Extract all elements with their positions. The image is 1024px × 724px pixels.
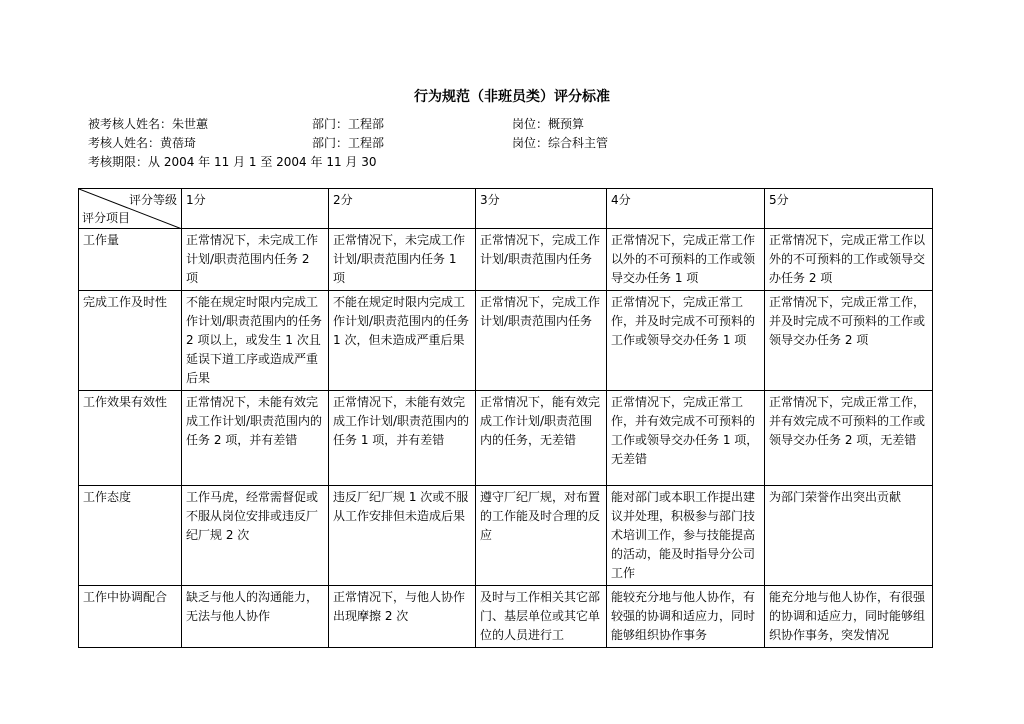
header-cell: 3分 [476, 189, 607, 229]
examinee-post: 岗位：概预算 [512, 117, 585, 131]
header-cell: 5分 [765, 189, 933, 229]
document-title: 行为规范（非班员类）评分标准 [414, 89, 610, 105]
table-cell: 能较充分地与他人协作，有较强的协调和适应力，同时能够组织协作事务 [607, 586, 765, 648]
row-label: 工作态度 [79, 486, 182, 586]
examinee-name: 被考核人姓名：朱世蕙 [88, 117, 209, 131]
table-row [79, 391, 933, 486]
examiner-name: 考核人姓名：黄蓓琦 [88, 136, 197, 150]
table-row [79, 229, 933, 291]
table-cell: 正常情况下，完成工作计划/职责范围内任务 [476, 291, 607, 391]
table-cell: 工作马虎，经常需督促或不服从岗位安排或违反厂纪厂规 2 次 [182, 486, 329, 586]
scoring-table [78, 188, 933, 648]
table-cell: 能充分地与他人协作，有很强的协调和适应力，同时能够组织协作事务，突发情况 [765, 586, 933, 648]
table-cell: 正常情况下，未完成工作计划/职责范围内任务 2 项 [182, 229, 329, 291]
header-cell: 4分 [607, 189, 765, 229]
table-cell: 不能在规定时限内完成工作计划/职责范围内的任务 1 次，但未造成严重后果 [329, 291, 476, 391]
corner-header-cell [79, 189, 182, 229]
examiner-dept: 部门：工程部 [312, 136, 385, 150]
table-cell: 正常情况下，未能有效完成工作计划/职责范围内的任务 1 项，并有差错 [329, 391, 476, 486]
table-cell: 正常情况下，完成正常工作以外的不可预料的工作或领导交办任务 1 项 [607, 229, 765, 291]
header-cell: 2分 [329, 189, 476, 229]
assessment-period: 考核期限：从 2004 年 11 月 1 至 2004 年 11 月 30 [88, 155, 377, 169]
table-header-row [79, 189, 933, 229]
table-cell: 正常情况下，未能有效完成工作计划/职责范围内的任务 2 项，并有差错 [182, 391, 329, 486]
table-cell: 正常情况下，完成正常工作，并及时完成不可预料的工作或领导交办任务 2 项 [765, 291, 933, 391]
table-cell: 不能在规定时限内完成工作计划/职责范围内的任务 2 项以上，或发生 1 次且延误下道工序或造成严重后果 [182, 291, 329, 391]
table-cell: 违反厂纪厂规 1 次或不服从工作安排但未造成后果 [329, 486, 476, 586]
row-label: 工作量 [79, 229, 182, 291]
table-cell: 缺乏与他人的沟通能力，无法与他人协作 [182, 586, 329, 648]
table-cell: 正常情况下，能有效完成工作计划/职责范围内的任务，无差错 [476, 391, 607, 486]
table-cell: 遵守厂纪厂规，对布置的工作能及时合理的反应 [476, 486, 607, 586]
table-row [79, 586, 933, 648]
table-row [79, 486, 933, 586]
table-cell: 正常情况下，未完成工作计划/职责范围内任务 1 项 [329, 229, 476, 291]
table-cell: 正常情况下，完成正常工作，并有效完成不可预料的工作或领导交办任务 2 项，无差错 [765, 391, 933, 486]
table-cell: 正常情况下，完成正常工作，并有效完成不可预料的工作或领导交办任务 1 项，无差错 [607, 391, 765, 486]
table-row [79, 291, 933, 391]
table-cell: 正常情况下，完成正常工作，并及时完成不可预料的工作或领导交办任务 1 项 [607, 291, 765, 391]
table-cell: 及时与工作相关其它部门、基层单位或其它单位的人员进行工 [476, 586, 607, 648]
corner-label-item: 评分项目 [82, 211, 131, 225]
table-cell: 能对部门或本职工作提出建议并处理，积极参与部门技术培训工作，参与技能提高的活动，能及时指导分公司工作 [607, 486, 765, 586]
row-label: 工作中协调配合 [79, 586, 182, 648]
table-cell: 正常情况下，与他人协作出现摩擦 2 次 [329, 586, 476, 648]
row-label: 工作效果有效性 [79, 391, 182, 486]
examiner-post: 岗位：综合科主管 [512, 136, 609, 150]
table-cell: 为部门荣誉作出突出贡献 [765, 486, 933, 586]
corner-label-grade: 评分等级 [128, 193, 177, 207]
row-label: 完成工作及时性 [79, 291, 182, 391]
header-cell: 1分 [182, 189, 329, 229]
table-cell: 正常情况下，完成正常工作以外的不可预料的工作或领导交办任务 2 项 [765, 229, 933, 291]
examinee-dept: 部门：工程部 [312, 117, 385, 131]
table-cell: 正常情况下，完成工作计划/职责范围内任务 [476, 229, 607, 291]
